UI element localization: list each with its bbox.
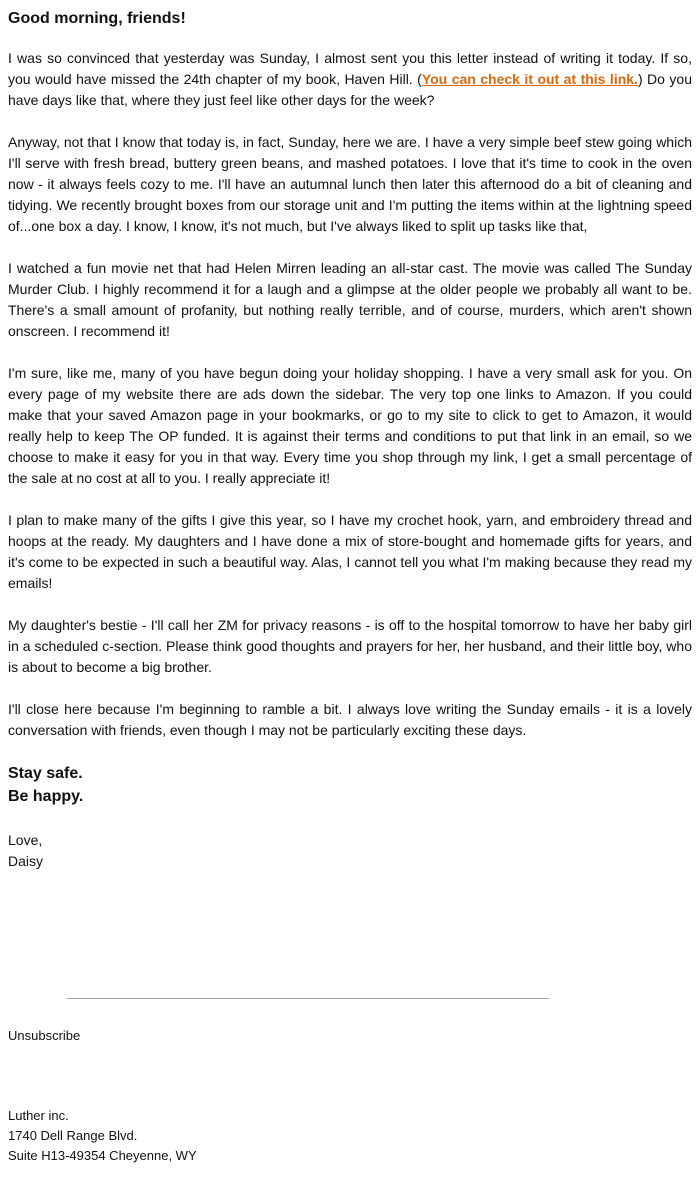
address-street: 1740 Dell Range Blvd. [8, 1128, 138, 1143]
signature-name: Daisy [8, 853, 44, 869]
signoff [8, 762, 692, 808]
paragraph-intro [8, 48, 692, 111]
address-suite: Suite H13-49354 Cheyenne, WY [8, 1148, 197, 1163]
paragraph-intro-text: I was so convinced that yesterday was Sunday, I almost sent you this letter instead of writing it today. If so, you would have missed the 24th chapter of my book, Haven Hill. ( [8, 50, 692, 87]
paragraph-gifts: I plan to make many of the gifts I give this year, so I have my crochet hook, yarn, and embroidery thread and hoops at the ready. My daughters and I have done a mix of store-bought and homemade gifts for years, and it's come to be expected in such a beautiful way. Alas, I cannot tell you what I'm making because they read my emails! [8, 512, 692, 591]
paragraph-stew: Anyway, not that I know that today is, in fact, Sunday, here we are. I have a very simple beef stew going which I'll serve with fresh bread, buttery green beans, and mashed potatoes. I love that it's time to cook in the oven now - it always feels cozy to me. I'll have an autumnal lunch then later this afternood do a bit of cleaning and tidying. We recently brought boxes from our storage unit and I'm putting the items within at the lightning speed of...one box a day. I know, I know, it's not much, but I've always liked to split up tasks like that, [8, 134, 692, 234]
signature [8, 830, 692, 872]
paragraph-intro-text-end: ) Do you have days like that, where they just feel like other days for the week? [8, 71, 692, 108]
paragraph-movie: I watched a fun movie net that had Helen Mirren leading an all-star cast. The movie was called The Sunday Murder Club. I highly recommend it for a laugh and a glimpse at the older people we probably all want to be. There's a small amount of profanity, but nothing really terrible, and of course, murders, which aren't shown onscreen. I recommend it! [8, 260, 692, 339]
address-company: Luther inc. [8, 1108, 69, 1123]
paragraph-shopping: I'm sure, like me, many of you have begun doing your holiday shopping. I have a very small ask for you. On every page of my website there are ads down the sidebar. The very top one links to Amazon. If you could make that your saved Amazon page in your bookmarks, or go to my site to click to get to Amazon, it would really help to keep The OP funded. It is against their terms and conditions to put that link in an email, so we choose to make it easy for you in that way. Every time you shop through my link, I get a small percentage of the sale at no cost at all to you. I really appreciate it! [8, 365, 692, 486]
footer-divider [67, 998, 549, 999]
unsubscribe-link[interactable]: Unsubscribe [8, 1028, 81, 1043]
footer-address [8, 1106, 692, 1166]
paragraph-bestie: My daughter's bestie - I'll call her ZM for privacy reasons - is off to the hospital tomorrow to have her baby girl in a scheduled c-section. Please think good thoughts and prayers for her, her husband, and their little boy, who is about to become a big brother. [8, 617, 692, 675]
signature-love: Love, [8, 832, 43, 848]
chapter-link[interactable]: You can check it out at this link. [421, 71, 638, 87]
signoff-be-happy: Be happy. [8, 788, 84, 805]
signoff-stay-safe: Stay safe. [8, 765, 83, 782]
email-greeting: Good morning, friends! [8, 10, 186, 27]
paragraph-closing: I'll close here because I'm beginning to ramble a bit. I always love writing the Sunday emails - it is a lovely conversation with friends, even though I may not be particularly exciting these days. [8, 701, 692, 738]
